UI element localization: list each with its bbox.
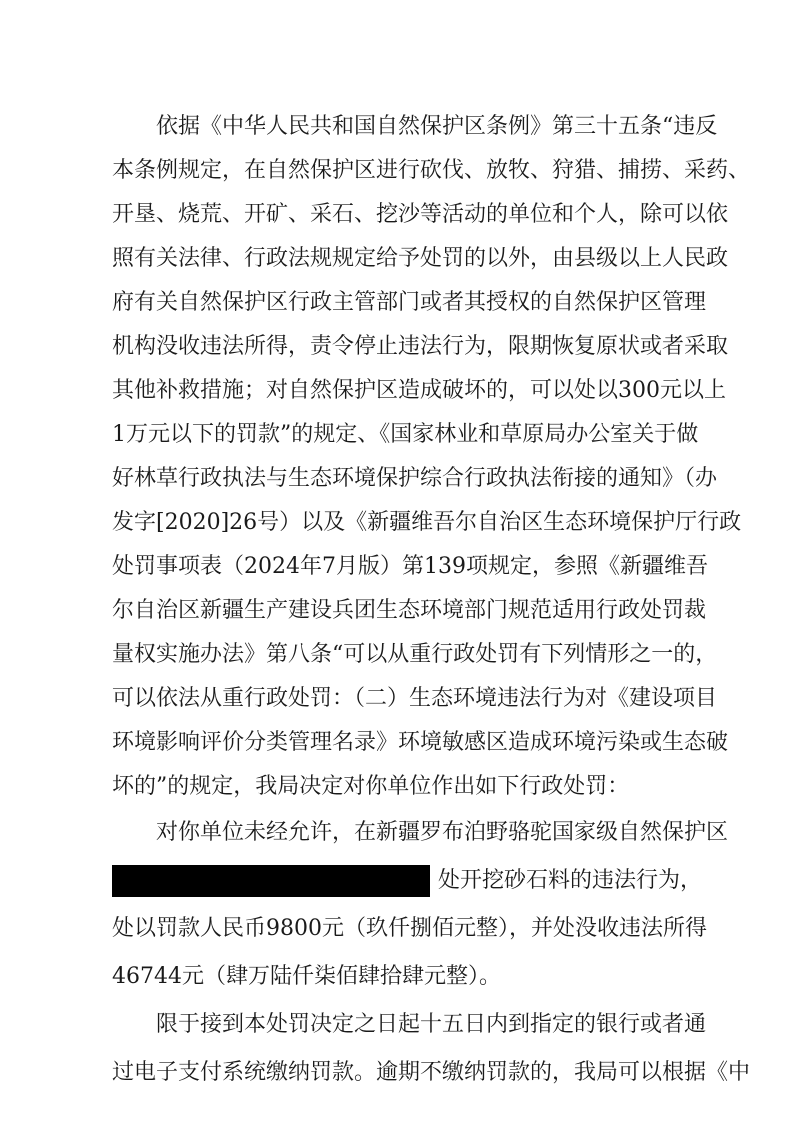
paragraph1-line: 其他补救措施；对自然保护区造成破坏的，可以处以300元以上 <box>112 378 726 403</box>
paragraph1-line: 开垦、烧荒、开矿、采石、挖沙等活动的单位和个人，除可以依 <box>112 202 729 227</box>
paragraph1-line: 可以依法从重行政处罚：（二）生态环境违法行为对《建设项目 <box>112 686 718 711</box>
paragraph1-line: 坏的”的规定，我局决定对你单位作出如下行政处罚： <box>112 774 630 799</box>
paragraph2-line: 46744元（肆万陆仟柒佰肆拾肆元整）。 <box>112 964 501 989</box>
paragraph1-line: 依据《中华人民共和国自然保护区条例》第三十五条“违反 <box>156 114 718 139</box>
paragraph1-line: 量权实施办法》第八条“可以从重行政处罚有下列情形之一的， <box>112 642 718 667</box>
paragraph2-line: 处开挖砂石料的违法行为， <box>438 868 703 893</box>
paragraph1-line: 1万元以下的罚款”的规定、《国家林业和草原局办公室关于做 <box>112 422 699 447</box>
paragraph1-line: 机构没收违法所得，责令停止违法行为，限期恢复原状或者采取 <box>112 334 729 359</box>
paragraph2-line: 对你单位未经允许，在新疆罗布泊野骆驼国家级自然保护区 <box>156 820 729 845</box>
redacted-line <box>112 861 703 901</box>
paragraph3-line: 过电子支付系统缴纳罚款。逾期不缴纳罚款的，我局可以根据《中 <box>112 1060 751 1085</box>
paragraph2-line: 处以罚款人民币9800元（玖仟捌佰元整），并处没收违法所得 <box>112 916 707 941</box>
paragraph1-line: 好林草行政执法与生态环境保护综合行政执法衔接的通知》（办 <box>112 466 718 491</box>
redaction-block <box>112 865 430 897</box>
paragraph1-line: 环境影响评价分类管理名录》环境敏感区造成环境污染或生态破 <box>112 730 729 755</box>
paragraph1-line: 处罚事项表（2024年7月版）第139项规定，参照《新疆维吾 <box>112 554 708 579</box>
paragraph1-line: 尔自治区新疆生产建设兵团生态环境部门规范适用行政处罚裁 <box>112 598 707 623</box>
paragraph3-line: 限于接到本处罚决定之日起十五日内到指定的银行或者通 <box>156 1012 707 1037</box>
paragraph1-line: 发字[2020]26号）以及《新疆维吾尔自治区生态环境保护厅行政 <box>112 510 742 535</box>
paragraph1-line: 本条例规定，在自然保护区进行砍伐、放牧、狩猎、捕捞、采药、 <box>112 158 751 183</box>
paragraph1-line: 府有关自然保护区行政主管部门或者其授权的自然保护区管理 <box>112 290 707 315</box>
paragraph1-line: 照有关法律、行政法规规定给予处罚的以外，由县级以上人民政 <box>112 246 729 271</box>
